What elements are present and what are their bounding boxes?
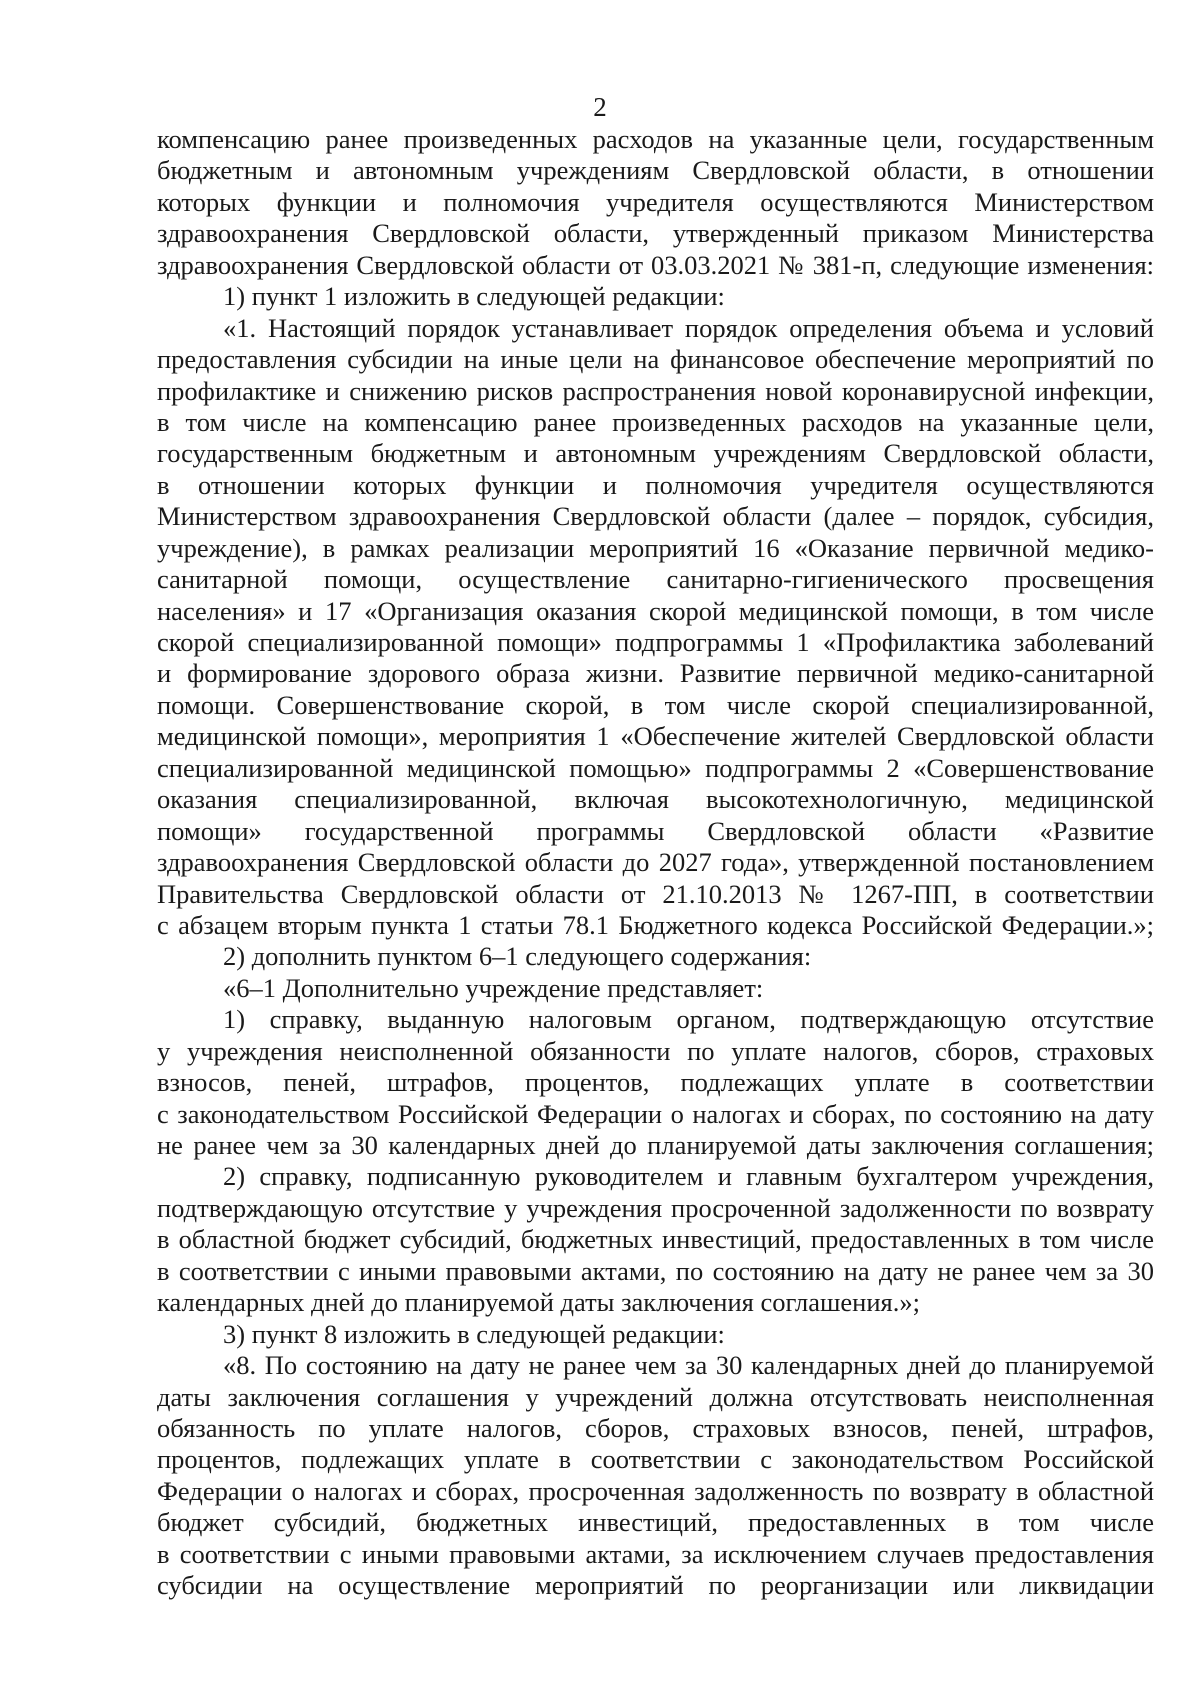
text-line: 1) справку, выданную налоговым органом, подтверждающую отсутствие — [223, 1004, 1154, 1035]
text-line: субсидии на осуществление мероприятий по реорганизации или ликвидации — [157, 1570, 1154, 1601]
text-line: медицинской помощи», мероприятия 1 «Обеспечение жителей Свердловской области — [157, 721, 1154, 752]
document-body — [157, 124, 1154, 1602]
text-line: предоставления субсидии на иные цели на финансовое обеспечение мероприятий по — [157, 344, 1154, 375]
text-line: 3) пункт 8 изложить в следующей редакции: — [223, 1318, 725, 1349]
text-line: обязанность по уплате налогов, сборов, страховых взносов, пеней, штрафов, — [157, 1412, 1154, 1443]
text-line: санитарной помощи, осуществление санитарно-гигиенического просвещения — [157, 564, 1154, 595]
text-line: «6–1 Дополнительно учреждение представляет: — [223, 972, 764, 1003]
text-line: в соответствии с иными правовыми актами, по состоянию на дату не ранее чем за 30 — [157, 1255, 1154, 1286]
text-line: подтверждающую отсутствие у учреждения просроченной задолженности по возврату — [157, 1192, 1154, 1223]
text-line: в областной бюджет субсидий, бюджетных инвестиций, предоставленных в том числе — [157, 1224, 1154, 1255]
text-line: в соответствии с иными правовыми актами, за исключением случаев предоставления — [157, 1538, 1154, 1569]
text-line: 2) дополнить пунктом 6–1 следующего содержания: — [223, 941, 812, 972]
text-line: учреждение), в рамках реализации мероприятий 16 «Оказание первичной медико- — [157, 532, 1154, 563]
text-line: в том числе на компенсацию ранее произведенных расходов на указанные цели, — [157, 406, 1154, 437]
text-line: здравоохранения Свердловской области от 03.03.2021 № 381-п, следующие изменения: — [157, 249, 1154, 280]
text-line: государственным бюджетным и автономным учреждениям Свердловской области, — [157, 438, 1154, 469]
text-line: 1) пункт 1 изложить в следующей редакции: — [223, 281, 725, 312]
text-line: специализированной медицинской помощью» подпрограммы 2 «Совершенствование — [157, 752, 1154, 783]
text-line: у учреждения неисполненной обязанности по уплате налогов, сборов, страховых — [157, 1035, 1154, 1066]
text-line: в отношении которых функции и полномочия учредителя осуществляются — [157, 469, 1154, 500]
text-line: Министерством здравоохранения Свердловской области (далее – порядок, субсидия, — [157, 501, 1154, 532]
text-line: «8. По состоянию на дату не ранее чем за 30 календарных дней до планируемой — [223, 1350, 1154, 1381]
text-line: компенсацию ранее произведенных расходов на указанные цели, государственным — [157, 124, 1154, 154]
text-line: бюджет субсидий, бюджетных инвестиций, предоставленных в том числе — [157, 1507, 1154, 1538]
text-line: помощи» государственной программы Свердловской области «Развитие — [157, 815, 1154, 846]
text-line: Федерации о налогах и сборах, просроченная задолженность по возврату в областной — [157, 1475, 1154, 1506]
text-line: с абзацем вторым пункта 1 статьи 78.1 Бюджетного кодекса Российской Федерации.»; — [157, 909, 1154, 940]
text-line: процентов, подлежащих уплате в соответствии с законодательством Российской — [157, 1444, 1154, 1475]
text-line: и формирование здорового образа жизни. Развитие первичной медико-санитарной — [157, 658, 1154, 689]
text-line: бюджетным и автономным учреждениям Свердловской области, в отношении — [157, 155, 1154, 186]
text-line: календарных дней до планируемой даты заключения соглашения.»; — [157, 1287, 920, 1318]
text-line: оказания специализированной, включая высокотехнологичную, медицинской — [157, 784, 1154, 815]
text-line: помощи. Совершенствование скорой, в том числе скорой специализированной, — [157, 689, 1154, 720]
text-line: населения» и 17 «Организация оказания скорой медицинской помощи, в том числе — [157, 595, 1154, 626]
text-line: не ранее чем за 30 календарных дней до планируемой даты заключения соглашения; — [157, 1130, 1154, 1160]
page-number: 2 — [593, 92, 607, 122]
text-line: 2) справку, подписанную руководителем и главным бухгалтером учреждения, — [223, 1161, 1154, 1192]
text-line: профилактике и снижению рисков распространения новой коронавирусной инфекции, — [157, 375, 1154, 406]
text-line: которых функции и полномочия учредителя осуществляются Министерством — [157, 186, 1154, 217]
text-line: здравоохранения Свердловской области до 2027 года», утвержденной постановлением — [157, 847, 1154, 878]
text-line: здравоохранения Свердловской области, утвержденный приказом Министерства — [157, 218, 1154, 249]
text-line: «1. Настоящий порядок устанавливает порядок определения объема и условий — [223, 312, 1154, 343]
text-line: скорой специализированной помощи» подпрограммы 1 «Профилактика заболеваний — [157, 627, 1154, 657]
text-line: Правительства Свердловской области от 21.10.2013 № 1267-ПП, в соответствии — [157, 878, 1154, 909]
text-line: взносов, пеней, штрафов, процентов, подлежащих уплате в соответствии — [157, 1067, 1154, 1098]
text-line: даты заключения соглашения у учреждений должна отсутствовать неисполненная — [157, 1381, 1154, 1412]
text-line: с законодательством Российской Федерации о налогах и сборах, по состоянию на дату — [157, 1098, 1154, 1129]
